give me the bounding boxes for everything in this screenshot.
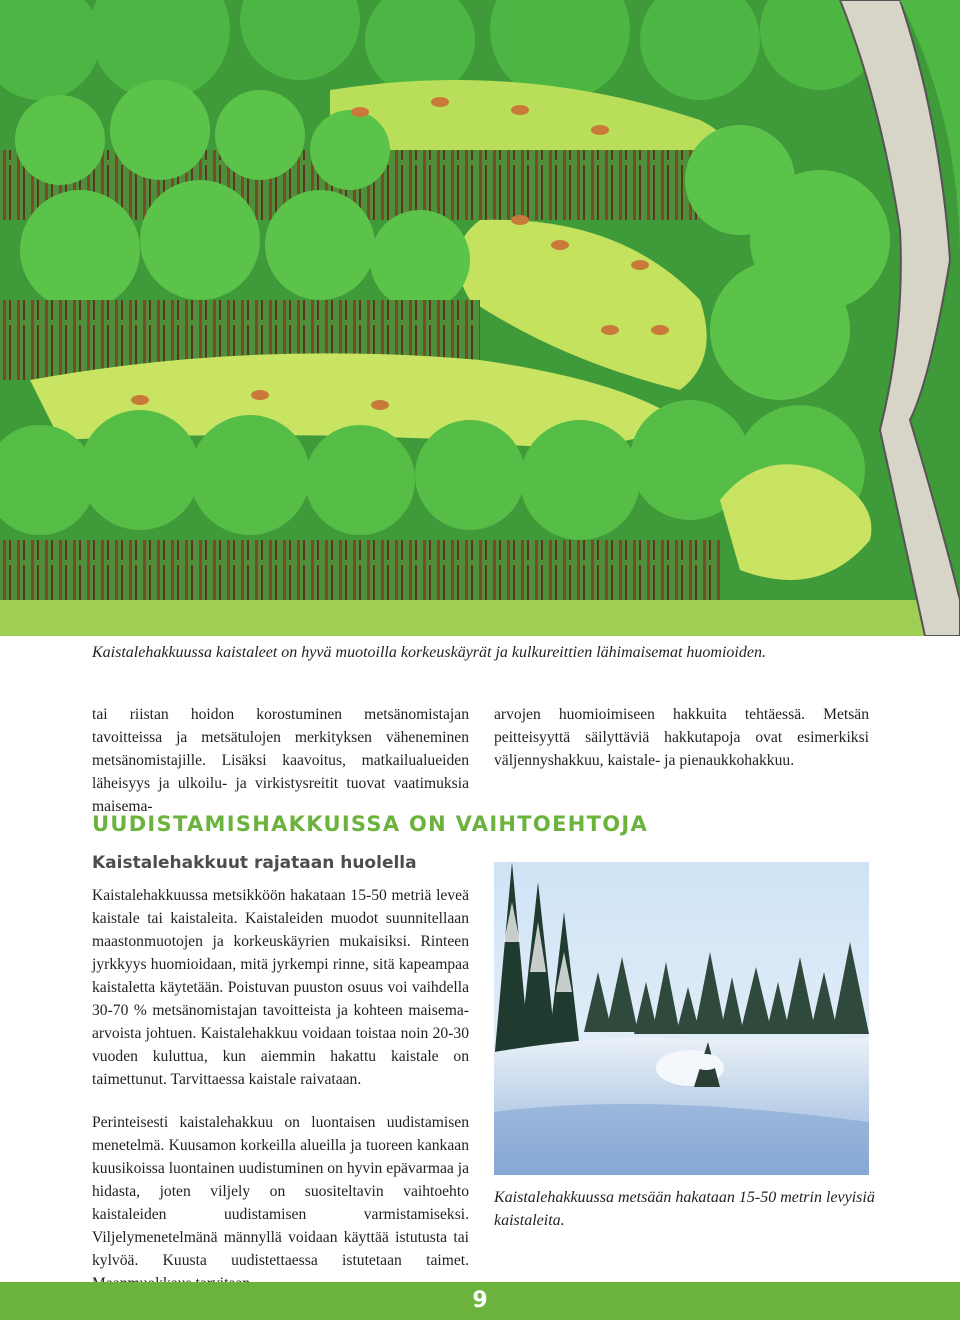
paragraph-1: Kaistalehakkuussa metsikköön hakataan 15-50 metriä leveä kaistale tai kaistaleita. Kaistaleiden muodot suunnitellaan maastonmuotojen ja korkeuskäyrien mukaisiksi. Rinteen jyrkkyys huomioidaan, mitä jyrkempi rinne, sitä kapeampaa kaistaletta käytetään. Poistuvan puuston osuus voi vaihdella 30-70 % metsänomistajan tavoitteista ja kohteen maisema-arvoista johtuen. Kaistalehakkuu voidaan toistaa noin 20-30 vuoden kuluttua, kun aiemmin hakattu kaistale on taimettunut. Tarvittaessa kaistale raivataan. <box>92 887 469 1088</box>
forest-strips-drawing <box>0 0 960 636</box>
section-heading: UUDISTAMISHAKKUISSA ON VAIHTOEHTOJA <box>92 812 649 836</box>
intro-right-text: arvojen huomioimiseen hakkuita tehtäessä. Metsän peitteisyyttä säilyttäviä hakkutapoja ovat esimerkiksi väljennyshakkuu, kaistale- ja pienaukkohakkuu. <box>494 706 869 769</box>
intro-left-text: tai riistan hoidon korostuminen metsänomistajan tavoitteissa ja metsätulojen merkityksen väheneminen metsänomistajille. Lisäksi kaavoitus, matkailualueiden läheisyys ja ulkoilu- ja virkistysreitit tuovat vaatimuksia maisema- <box>92 706 469 815</box>
section-body <box>92 884 469 1295</box>
section-subheading: Kaistalehakkuut rajataan huolella <box>92 853 417 873</box>
intro-left-column <box>92 703 469 818</box>
strip-cutting-illustration <box>0 0 960 636</box>
winter-forest-photo <box>494 862 869 1175</box>
paragraph-2: Perinteisesti kaistalehakkuu on luontaisen uudistamisen menetelmä. Kuusamon korkeilla alueilla ja tuoreen kankaan kuusikoissa luontainen uudistuminen on hyvin epävarmaa ja hidasta, joten viljely on suositeltavin vaihtoehto kaistaleiden uudistamisen varmistamiseksi. Viljelymenetelmänä männyllä voidaan käyttää istutusta tai kylvöä. Kuusta uudistettaessa istutetaan taimet. <box>92 1114 469 1269</box>
photo-caption: Kaistalehakkuussa metsään hakataan 15-50 metrin levyisiä kaistaleita. <box>494 1189 875 1229</box>
intro-right-column <box>494 703 869 772</box>
page-number: 9 <box>472 1288 488 1313</box>
snowy-clearing-picture <box>494 862 869 1175</box>
illustration-caption: Kaistalehakkuussa kaistaleet on hyvä muotoilla korkeuskäyrät ja kulkureittien lähimaisemat huomioiden. <box>92 644 766 661</box>
